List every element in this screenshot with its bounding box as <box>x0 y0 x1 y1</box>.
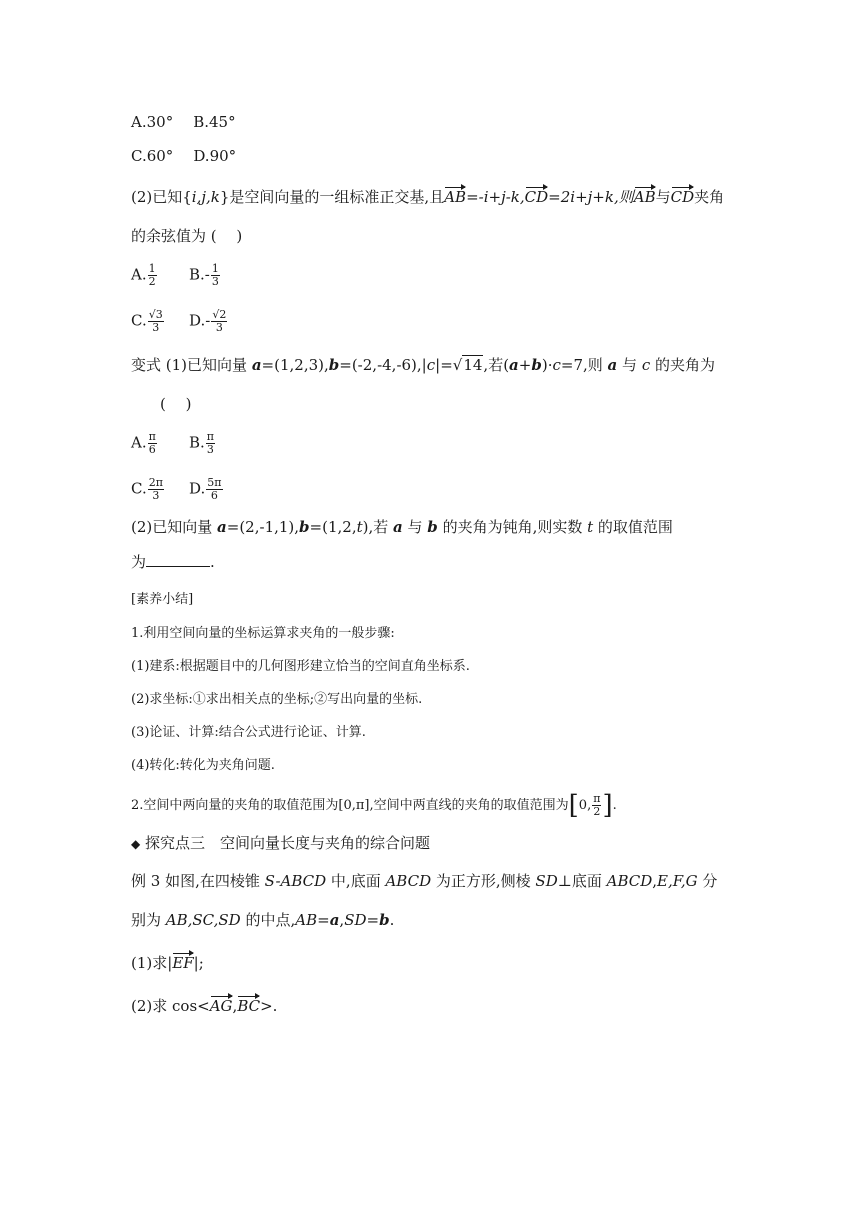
example-heading: 例 3 <box>131 872 161 890</box>
option-b: B.45° <box>193 113 236 131</box>
vector-b: b <box>531 356 542 374</box>
option-d: D.90° <box>193 147 237 165</box>
variant-1-answer-paren: ( ) <box>160 395 192 413</box>
v1-text: + <box>518 356 532 374</box>
ex3-text: 分 <box>697 872 718 890</box>
ex3-text: = <box>317 911 330 929</box>
vector-bc: BC <box>237 997 261 1015</box>
fraction <box>592 793 601 818</box>
denominator: 3 <box>211 275 219 288</box>
vector-a: a <box>509 356 519 374</box>
vector-ab: AB <box>633 188 656 206</box>
variant-heading: 变式 <box>131 356 162 374</box>
q2-text: }是空间向量的一组标准正交基,且 <box>219 188 445 206</box>
ex3-text: . <box>389 911 395 929</box>
option-label: A. <box>131 433 147 452</box>
option-b <box>189 431 216 456</box>
q2-stem-line-2: 的余弦值为 ( ) <box>131 227 243 245</box>
sqrt-symbol: √ <box>452 356 463 374</box>
variable-t: t <box>356 518 363 536</box>
ex3-text: |; <box>193 954 204 972</box>
v1-text: =7,则 <box>560 356 608 374</box>
option-label: A. <box>131 265 147 284</box>
option-d <box>189 477 224 502</box>
q2-text: 与 <box>655 188 671 206</box>
v1-text: |= <box>435 356 453 374</box>
summary-step-3: (3)论证、计算:结合公式进行论证、计算. <box>131 725 366 740</box>
section-title: 探究点三 空间向量长度与夹角的综合问题 <box>140 834 431 852</box>
v2-text: 为 <box>131 553 147 571</box>
v2-text: . <box>210 553 215 571</box>
ex3-text: 如图,在四棱锥 <box>160 872 265 890</box>
vector-b: b <box>427 518 438 536</box>
summary-step-4: (4)转化:转化为夹角问题. <box>131 758 275 773</box>
numerator: 5π <box>207 476 222 489</box>
variant-2-line-2 <box>131 552 215 572</box>
v1-text: 与 <box>617 356 642 374</box>
fraction <box>206 431 215 456</box>
ex3-text: = <box>366 911 380 929</box>
v2-text: 的夹角为钝角,则实数 <box>437 518 588 536</box>
section-heading <box>131 833 430 854</box>
q2-text: 夹角 <box>694 188 725 206</box>
v2-text: =(1,2, <box>309 518 357 536</box>
v1-text: (1)已知向量 <box>161 356 252 374</box>
q2-cd-expr: =2i+j+k,则 <box>548 188 634 206</box>
ex3-text: , <box>232 997 238 1015</box>
ex3-math: E,F,G <box>657 872 698 890</box>
ex3-text: 的中点, <box>240 911 296 929</box>
answer-blank <box>146 552 210 567</box>
summary-text: . <box>612 798 617 813</box>
variant-2-stem <box>131 517 673 537</box>
summary-point-2 <box>131 790 617 821</box>
q2-ab-expr: =-i+j-k, <box>466 188 525 206</box>
option-a <box>131 431 189 456</box>
v2-text: =(2,-1,1), <box>226 518 300 536</box>
option-a <box>131 263 189 288</box>
variant-1-options-row-1 <box>131 431 216 456</box>
interval-lower: 0, <box>578 798 592 813</box>
v1-text: =(1,2,3), <box>261 356 329 374</box>
fraction <box>211 263 220 288</box>
vector-cd: CD <box>524 188 549 206</box>
fraction <box>148 309 164 334</box>
option-label: B. <box>189 433 205 452</box>
ex3-math: AB <box>295 911 318 929</box>
ex3-text: (2)求 cos< <box>131 997 210 1015</box>
denominator: 3 <box>206 443 214 456</box>
option-label: D.- <box>189 311 211 330</box>
numerator: √3 <box>148 308 163 321</box>
vector-a: a <box>251 356 262 374</box>
vector-b: b <box>379 911 390 929</box>
summary-point-1: 1.利用空间向量的坐标运算求夹角的一般步骤: <box>131 626 395 641</box>
option-c: C.60° <box>131 147 174 165</box>
numerator: 1 <box>211 262 219 275</box>
interval-bracket: [ <box>568 790 579 821</box>
q2-options-row-1 <box>131 263 221 288</box>
denominator: 2 <box>593 805 601 818</box>
option-label: B.- <box>189 265 210 284</box>
ex3-math: ABCD <box>606 872 653 890</box>
v2-text: (2)已知向量 <box>131 518 218 536</box>
summary-step-2: (2)求坐标:①求出相关点的坐标;②写出向量的坐标. <box>131 692 423 707</box>
fraction <box>148 477 164 502</box>
ex3-text: , <box>339 911 345 929</box>
example-3-question-1 <box>131 953 204 973</box>
option-c <box>131 477 189 502</box>
denominator: 3 <box>152 321 160 334</box>
fraction <box>211 309 227 334</box>
denominator: 6 <box>210 489 218 502</box>
summary-text: 2.空间中两向量的夹角的取值范围为[0,π],空间中两直线的夹角的取值范围为 <box>131 798 569 813</box>
v1-text: 的夹角为 <box>650 356 716 374</box>
vector-a: a <box>607 356 618 374</box>
v2-text: 的取值范围 <box>593 518 673 536</box>
q2-basis: i,j,k <box>191 188 220 206</box>
ex3-math: AB,SC,SD <box>165 911 241 929</box>
vector-ef: EF <box>172 954 194 972</box>
vector-a: a <box>329 911 340 929</box>
vector-cd: CD <box>670 188 695 206</box>
numerator: π <box>593 792 601 805</box>
numerator: √2 <box>212 308 227 321</box>
option-d <box>189 309 228 334</box>
fraction <box>206 477 222 502</box>
ex3-math: SD <box>535 872 558 890</box>
v2-text: 与 <box>402 518 428 536</box>
denominator: 2 <box>148 275 156 288</box>
sqrt-value: 14 <box>463 356 483 374</box>
numerator: 2π <box>148 476 163 489</box>
vector-ag: AG <box>209 997 233 1015</box>
q2-stem-line-1 <box>131 187 724 207</box>
example-3-question-2 <box>131 996 277 1016</box>
option-label: D. <box>189 479 206 498</box>
variable-t: t <box>587 518 594 536</box>
example-3-line-2 <box>131 910 394 930</box>
ex3-text: 别为 <box>131 911 166 929</box>
v1-text: ,若( <box>483 356 510 374</box>
q1-options-row-2 <box>131 146 236 166</box>
numerator: π <box>148 430 156 443</box>
ex3-text: >. <box>260 997 278 1015</box>
ex3-text: 为正方形,侧棱 <box>431 872 536 890</box>
numerator: 1 <box>148 262 156 275</box>
option-label: C. <box>131 311 147 330</box>
fraction <box>148 431 157 456</box>
vector-b: b <box>299 518 310 536</box>
ex3-math: SD <box>344 911 367 929</box>
vector-a: a <box>393 518 403 536</box>
ex3-math: ABCD <box>385 872 432 890</box>
ex3-text: ⊥底面 <box>557 872 607 890</box>
vector-ab: AB <box>444 188 467 206</box>
ex3-text: (1)求| <box>131 954 173 972</box>
summary-title: [素养小结] <box>131 592 194 607</box>
v2-text: ),若 <box>362 518 394 536</box>
interval-bracket: ] <box>602 790 613 821</box>
numerator: π <box>206 430 215 443</box>
option-label: C. <box>131 479 147 498</box>
variant-1-options-row-2 <box>131 477 224 502</box>
option-a: A.30° <box>131 113 174 131</box>
option-c <box>131 309 189 334</box>
vector-c: c <box>641 356 651 374</box>
q2-text: (2)已知{ <box>131 188 192 206</box>
denominator: 6 <box>148 443 156 456</box>
vector-a: a <box>217 518 227 536</box>
summary-step-1: (1)建系:根据题目中的几何图形建立恰当的空间直角坐标系. <box>131 659 470 674</box>
denominator: 3 <box>152 489 160 502</box>
q2-options-row-2 <box>131 309 228 334</box>
q1-options-row-1 <box>131 112 236 132</box>
vector-b: b <box>328 356 340 374</box>
denominator: 3 <box>215 321 223 334</box>
v1-text: =(-2,-4,-6),| <box>339 356 427 374</box>
variant-1-stem <box>131 355 715 375</box>
diamond-icon: ◆ <box>131 837 141 851</box>
ex3-text: , <box>652 872 658 890</box>
fraction <box>148 263 157 288</box>
ex3-math: S-ABCD <box>264 872 327 890</box>
example-3-line-1 <box>131 871 717 891</box>
option-b <box>189 263 221 288</box>
v1-text: )· <box>541 356 553 374</box>
vector-c: c <box>426 356 436 374</box>
ex3-text: 中,底面 <box>326 872 386 890</box>
vector-c: c <box>552 356 561 374</box>
